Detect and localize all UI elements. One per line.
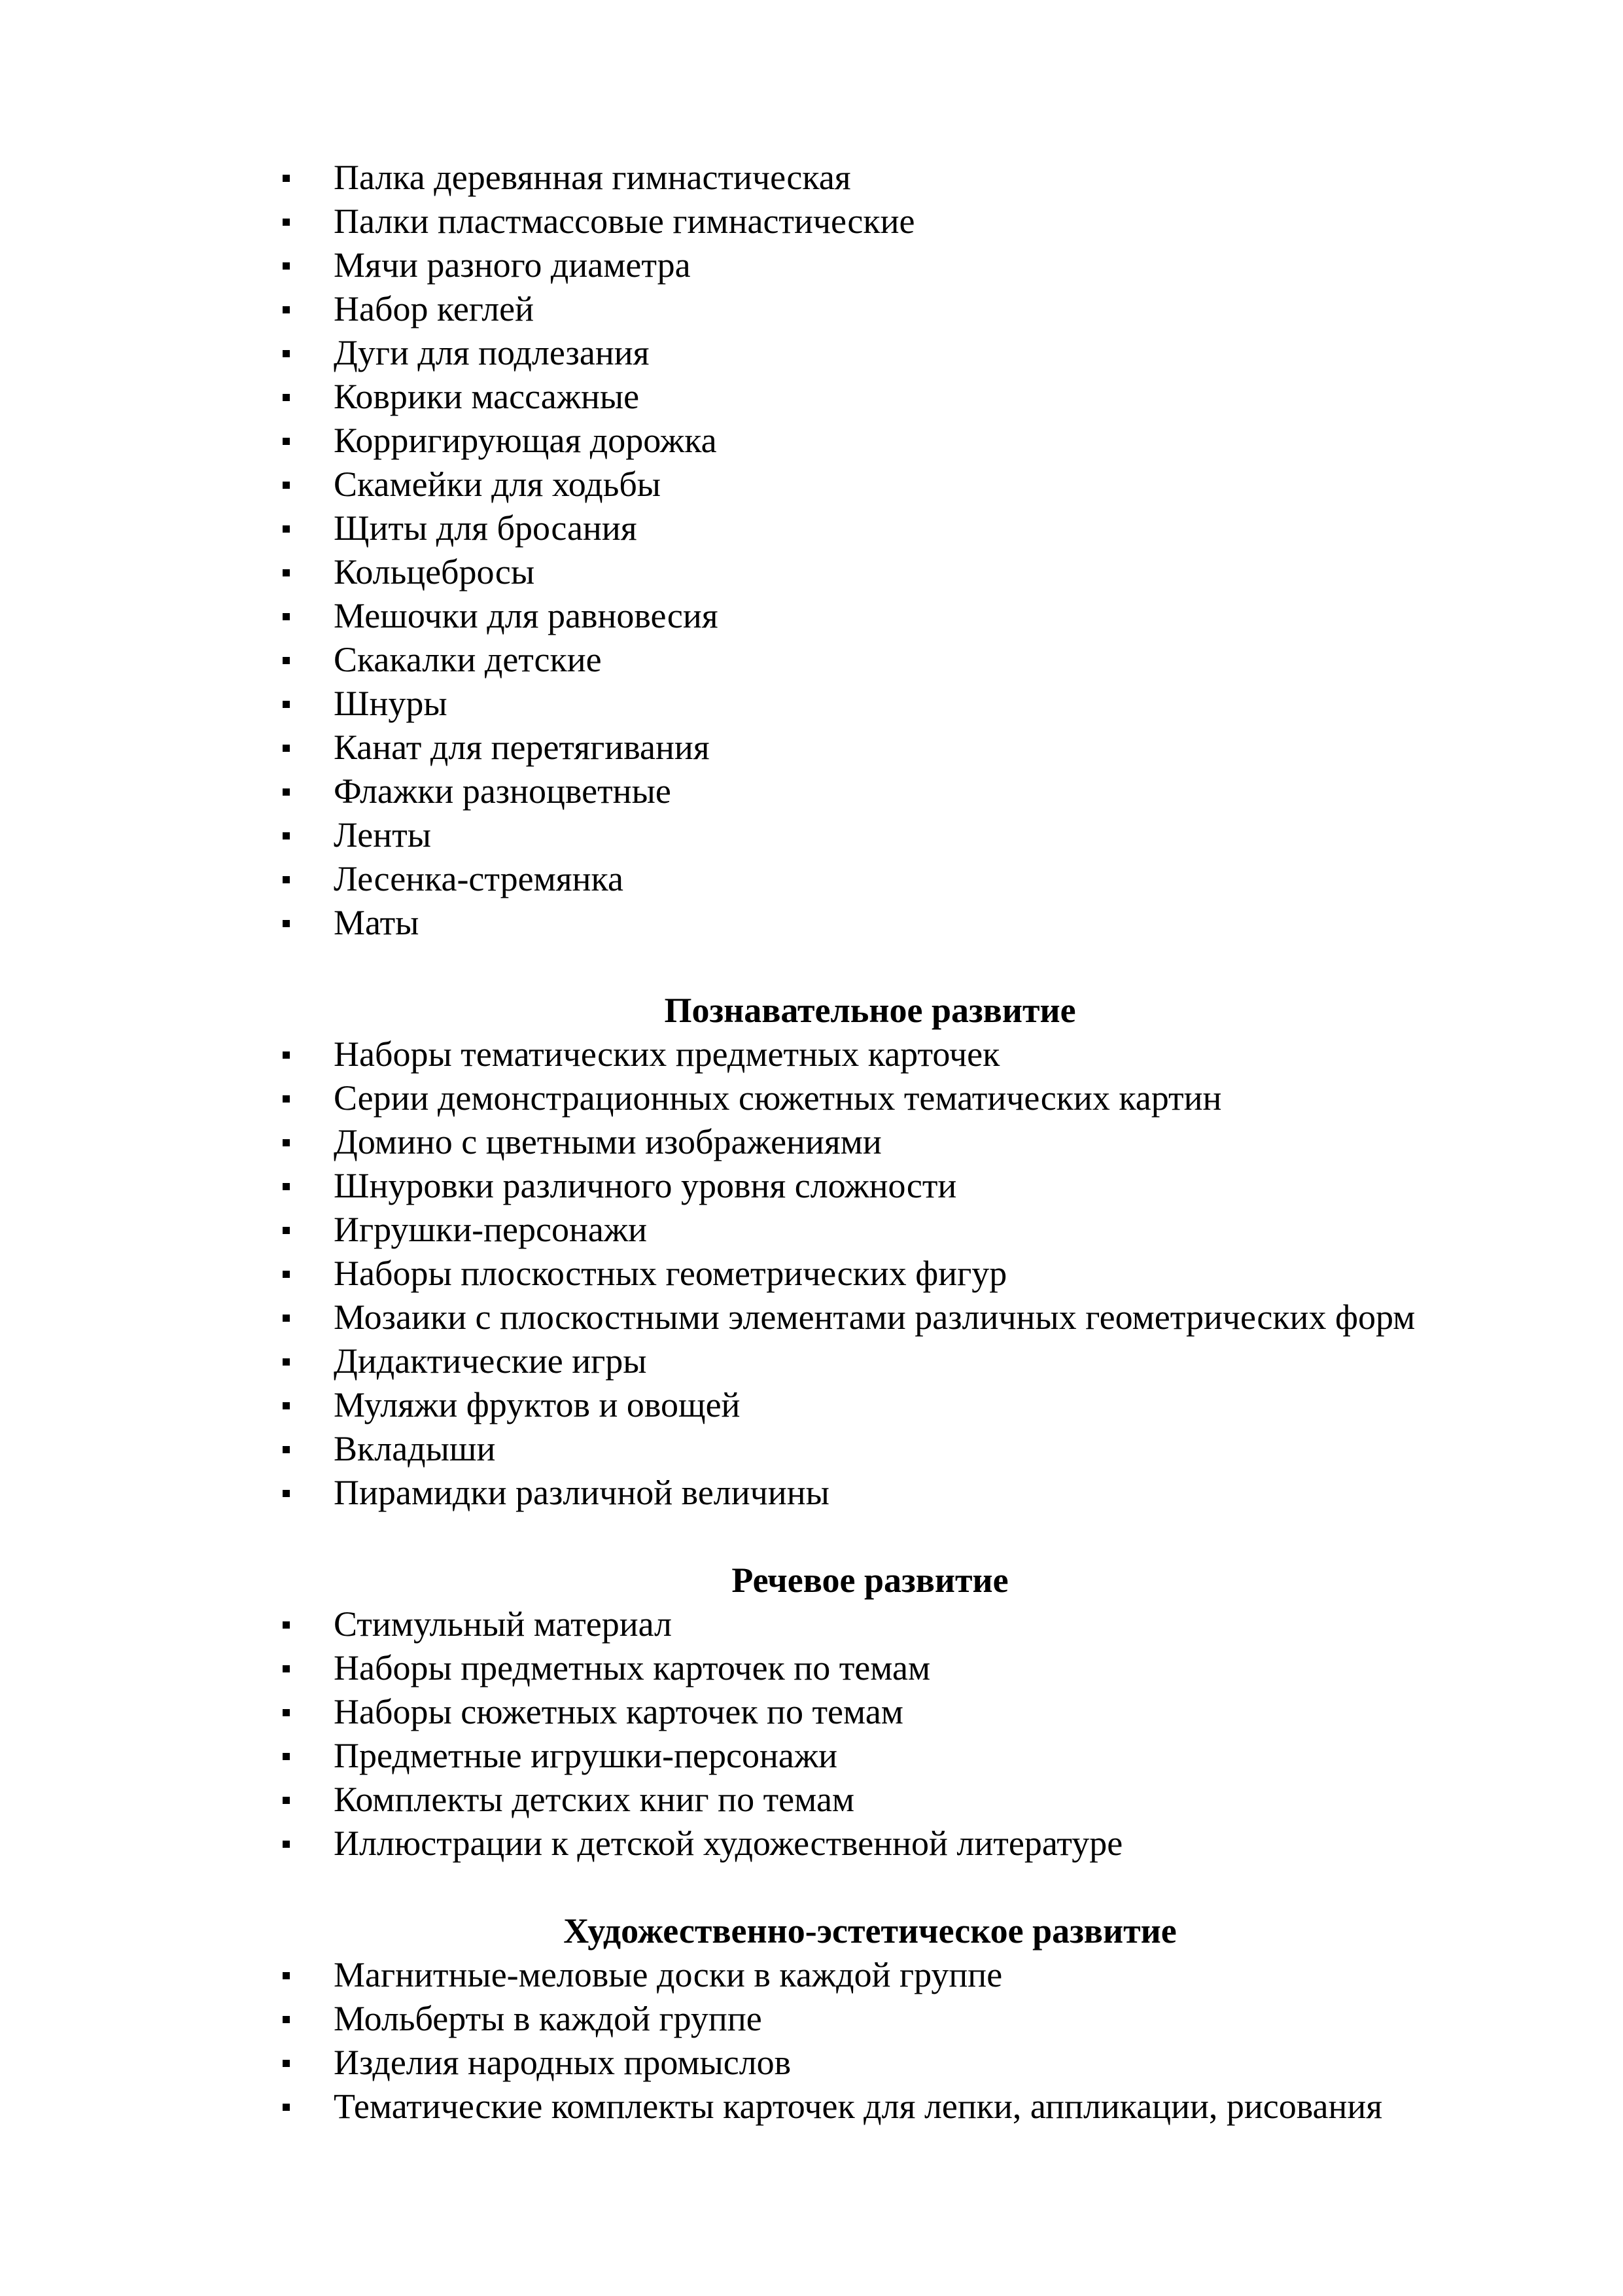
square-bullet-icon — [283, 1972, 290, 1979]
list-item — [275, 1997, 1544, 2041]
list-item — [275, 1427, 1544, 1471]
square-bullet-icon — [283, 2060, 290, 2067]
list-item — [275, 857, 1544, 901]
square-bullet-icon — [283, 1271, 290, 1278]
list-item-text: Лесенка-стремянка — [334, 859, 623, 898]
list-item-text: Домино с цветными изображениями — [334, 1122, 882, 1161]
square-bullet-icon — [283, 832, 290, 839]
square-bullet-icon — [283, 1797, 290, 1804]
square-bullet-icon — [283, 920, 290, 927]
list-item-text: Палка деревянная гимнастическая — [334, 158, 851, 197]
list-item-text: Иллюстрации к детской художественной литературе — [334, 1824, 1123, 1863]
list-item-text: Скакалки детские — [334, 640, 602, 679]
square-bullet-icon — [283, 657, 290, 664]
list-item — [275, 1208, 1544, 1252]
list-item-text: Комплекты детских книг по темам — [334, 1780, 855, 1819]
square-bullet-icon — [283, 569, 290, 576]
square-bullet-icon — [283, 350, 290, 357]
list-item-text: Мешочки для равновесия — [334, 596, 718, 635]
list-item-text: Мольберты в каждой группе — [334, 1999, 762, 2038]
list-item-text: Коврики массажные — [334, 377, 640, 416]
square-bullet-icon — [283, 1183, 290, 1190]
square-bullet-icon — [283, 1227, 290, 1234]
list-item — [275, 506, 1544, 550]
list-item — [275, 1471, 1544, 1515]
list-item-text: Щиты для бросания — [334, 508, 637, 548]
square-bullet-icon — [283, 1051, 290, 1059]
list-item — [275, 1383, 1544, 1427]
list-item — [275, 331, 1544, 375]
list-item — [275, 243, 1544, 287]
square-bullet-icon — [283, 788, 290, 796]
list-item-text: Вкладыши — [334, 1429, 496, 1468]
square-bullet-icon — [283, 876, 290, 883]
square-bullet-icon — [283, 1709, 290, 1716]
list-item-text: Наборы предметных карточек по темам — [334, 1648, 931, 1687]
square-bullet-icon — [283, 394, 290, 401]
square-bullet-icon — [283, 745, 290, 752]
document-content — [275, 156, 1544, 2128]
list-item — [275, 1602, 1544, 1646]
equipment-list-cognitive — [275, 1033, 1544, 1515]
list-item-text: Наборы тематических предметных карточек — [334, 1034, 1000, 1074]
list-item — [275, 1778, 1544, 1822]
list-item — [275, 1120, 1544, 1164]
list-item — [275, 2041, 1544, 2085]
list-item-text: Палки пластмассовые гимнастические — [334, 202, 915, 241]
square-bullet-icon — [283, 1753, 290, 1760]
list-item — [275, 550, 1544, 594]
square-bullet-icon — [283, 1490, 290, 1497]
square-bullet-icon — [283, 1315, 290, 1322]
list-item-text: Ленты — [334, 815, 432, 855]
square-bullet-icon — [283, 1841, 290, 1848]
list-item-text: Корригирующая дорожка — [334, 421, 717, 460]
list-item-text: Маты — [334, 903, 419, 942]
list-item — [275, 638, 1544, 682]
list-item — [275, 200, 1544, 243]
list-item — [275, 375, 1544, 419]
list-item — [275, 726, 1544, 769]
list-item — [275, 682, 1544, 726]
square-bullet-icon — [283, 175, 290, 182]
list-item-text: Мячи разного диаметра — [334, 245, 691, 285]
list-item-text: Магнитные-меловые доски в каждой группе — [334, 1955, 1003, 1994]
equipment-list-artistic — [275, 1953, 1544, 2128]
list-item-text: Предметные игрушки-персонажи — [334, 1736, 838, 1775]
list-item — [275, 1164, 1544, 1208]
list-item — [275, 1646, 1544, 1690]
list-item-text: Мозаики с плоскостными элементами различных геометрических форм — [334, 1298, 1416, 1337]
square-bullet-icon — [283, 219, 290, 226]
list-item — [275, 1252, 1544, 1296]
square-bullet-icon — [283, 306, 290, 313]
square-bullet-icon — [283, 1139, 290, 1146]
equipment-list-speech — [275, 1602, 1544, 1865]
list-item — [275, 156, 1544, 200]
square-bullet-icon — [283, 262, 290, 270]
list-item — [275, 287, 1544, 331]
list-item — [275, 1033, 1544, 1076]
square-bullet-icon — [283, 1665, 290, 1672]
list-item-text: Стимульный материал — [334, 1604, 672, 1644]
list-item — [275, 1822, 1544, 1865]
list-item-text: Тематические комплекты карточек для лепки, аппликации, рисования — [334, 2087, 1383, 2126]
list-item-text: Шнуры — [334, 684, 447, 723]
list-item — [275, 2085, 1544, 2128]
square-bullet-icon — [283, 1621, 290, 1629]
list-item-text: Канат для перетягивания — [334, 728, 710, 767]
section-heading-cognitive: Познавательное развитие — [664, 991, 1076, 1030]
list-item-text: Наборы сюжетных карточек по темам — [334, 1692, 903, 1731]
square-bullet-icon — [283, 613, 290, 620]
list-item-text: Игрушки-персонажи — [334, 1210, 648, 1249]
section-heading-speech: Речевое развитие — [731, 1561, 1009, 1600]
list-item — [275, 901, 1544, 945]
list-item — [275, 594, 1544, 638]
square-bullet-icon — [283, 2016, 290, 2023]
square-bullet-icon — [283, 2104, 290, 2111]
list-item — [275, 1296, 1544, 1339]
list-item — [275, 419, 1544, 463]
square-bullet-icon — [283, 1446, 290, 1453]
list-item — [275, 1339, 1544, 1383]
list-item-text: Шнуровки различного уровня сложности — [334, 1166, 957, 1205]
section-heading-artistic: Художественно-эстетическое развитие — [563, 1911, 1177, 1951]
list-item — [275, 1690, 1544, 1734]
square-bullet-icon — [283, 482, 290, 489]
square-bullet-icon — [283, 1358, 290, 1366]
list-item-text: Наборы плоскостных геометрических фигур — [334, 1254, 1007, 1293]
list-item — [275, 813, 1544, 857]
list-item — [275, 1953, 1544, 1997]
list-item-text: Дуги для подлезания — [334, 333, 650, 372]
list-item-text: Муляжи фруктов и овощей — [334, 1385, 741, 1424]
list-item-text: Флажки разноцветные — [334, 771, 671, 811]
list-item-text: Кольцебросы — [334, 552, 535, 592]
square-bullet-icon — [283, 525, 290, 533]
list-item-text: Набор кеглей — [334, 289, 534, 328]
list-item-text: Дидактические игры — [334, 1341, 647, 1381]
list-item — [275, 1076, 1544, 1120]
list-item — [275, 463, 1544, 506]
list-item-text: Изделия народных промыслов — [334, 2043, 792, 2082]
list-item-text: Пирамидки различной величины — [334, 1473, 829, 1512]
square-bullet-icon — [283, 1095, 290, 1103]
list-item-text: Серии демонстрационных сюжетных тематических картин — [334, 1078, 1222, 1118]
list-item-text: Скамейки для ходьбы — [334, 465, 661, 504]
equipment-list-physical — [275, 156, 1544, 945]
list-item — [275, 769, 1544, 813]
square-bullet-icon — [283, 1402, 290, 1409]
square-bullet-icon — [283, 438, 290, 445]
list-item — [275, 1734, 1544, 1778]
square-bullet-icon — [283, 701, 290, 708]
